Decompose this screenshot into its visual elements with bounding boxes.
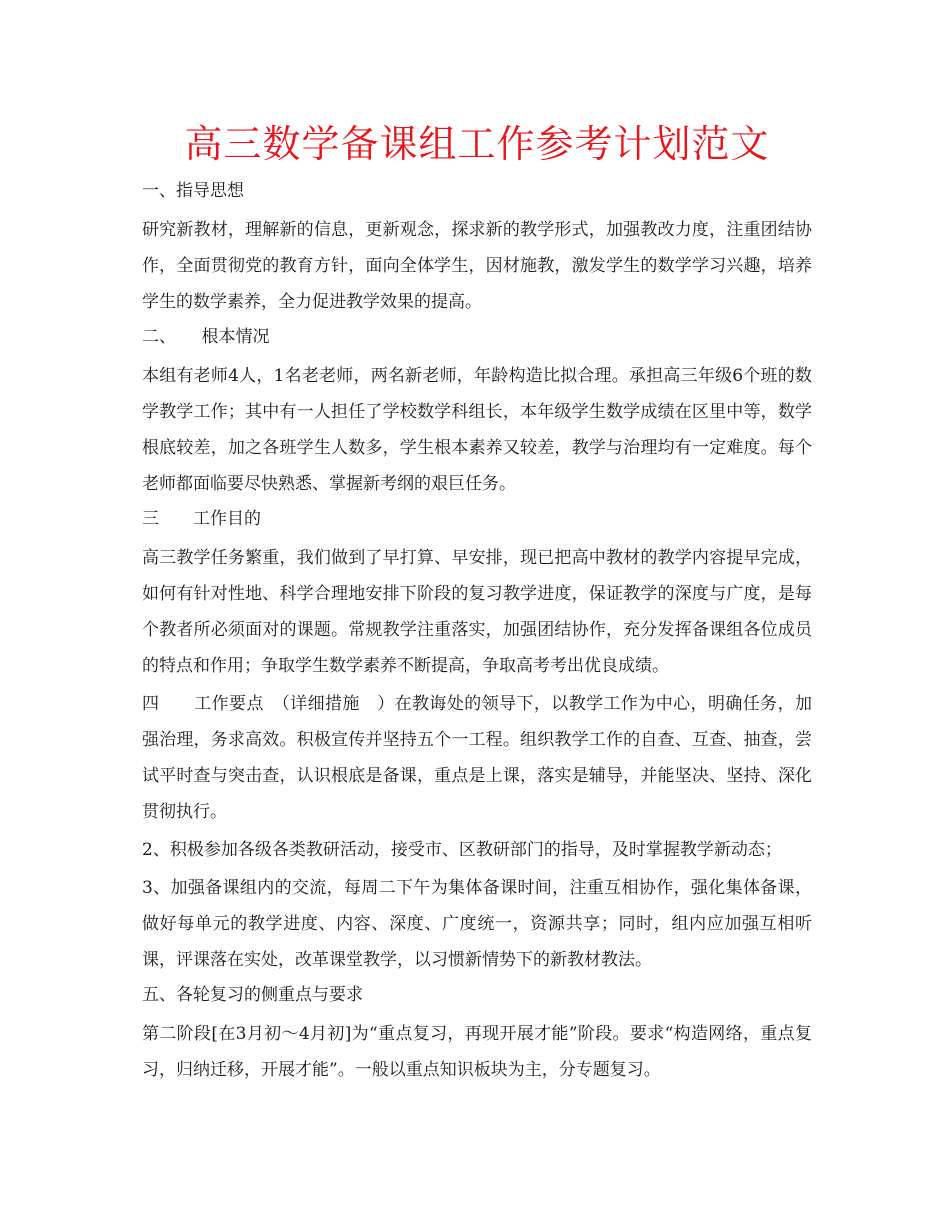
- paragraph-work-goals: 高三教学任务繁重，我们做到了早打算、早安排，现已把高中教材的教学内容提早完成，如何有针对性地、科学合理地安排下阶段的复习教学进度，保证教学的深度与广度，是每个教者所必须面对的课题。常规教学注重落实，加强团结协作，充分发挥备课组各位成员的特点和作用；争取学生数学素养不断提高，争取高考考出优良成绩。: [142, 548, 812, 676]
- paragraph-point-3: 3、加强备课组内的交流，每周二下午为集体备课时间，注重互相协作，强化集体备课，做好每单元的教学进度、内容、深度、广度统一，资源共享；同时，组内应加强互相听课，评课落在实处，改革课堂教学，以习惯新情势下的新教材教法。: [142, 878, 812, 970]
- section-heading-work-goals: 三 工作目的: [142, 509, 261, 529]
- document-page: [142, 116, 812, 1090]
- paragraph-guiding-ideology: 研究新教材，理解新的信息，更新观念，探求新的教学形式，加强教改力度，注重团结协作，全面贯彻党的教育方针，面向全体学生，因材施教，激发学生的数学学习兴趣，培养学生的数学素养，全力促进教学效果的提高。: [142, 220, 812, 312]
- section-heading-basic-situation: 二、 根本情况: [142, 327, 270, 347]
- paragraph-work-points: 四 工作要点 （详细措施 ）在教诲处的领导下，以教学工作为中心，明确任务，加强治理，务求高效。积极宣传并坚持五个一工程。组织教学工作的自查、互查、抽查，尝试平时查与突击查，认识根底是备课，重点是上课，落实是辅导，并能坚决、坚持、深化贯彻执行。: [142, 694, 812, 822]
- section-heading-review-focus: 五、各轮复习的侧重点与要求: [142, 985, 363, 1005]
- section-heading-guiding-ideology: 一、指导思想: [142, 181, 244, 201]
- paragraph-basic-situation: 本组有老师4人，1名老老师，两名新老师，年龄构造比拟合理。承担高三年级6个班的数学教学工作；其中有一人担任了学校数学科组长，本年级学生数学成绩在区里中等，数学根底较差，加之各班学生人数多，学生根本素养又较差，教学与治理均有一定难度。每个老师都面临要尽快熟悉、掌握新考纲的艰巨任务。: [142, 366, 812, 494]
- paragraph-point-2: 2、积极参加各级各类教研活动，接受市、区教研部门的指导，及时掌握教学新动态；: [142, 840, 782, 860]
- paragraph-review-stage-two: 第二阶段[在3月初～4月初]为“重点复习，再现开展才能”阶段。要求“构造网络，重点复习，归纳迁移，开展才能”。一般以重点知识板块为主，分专题复习。: [142, 1024, 812, 1080]
- document-title: 高三数学备课组工作参考计划范文: [184, 122, 770, 166]
